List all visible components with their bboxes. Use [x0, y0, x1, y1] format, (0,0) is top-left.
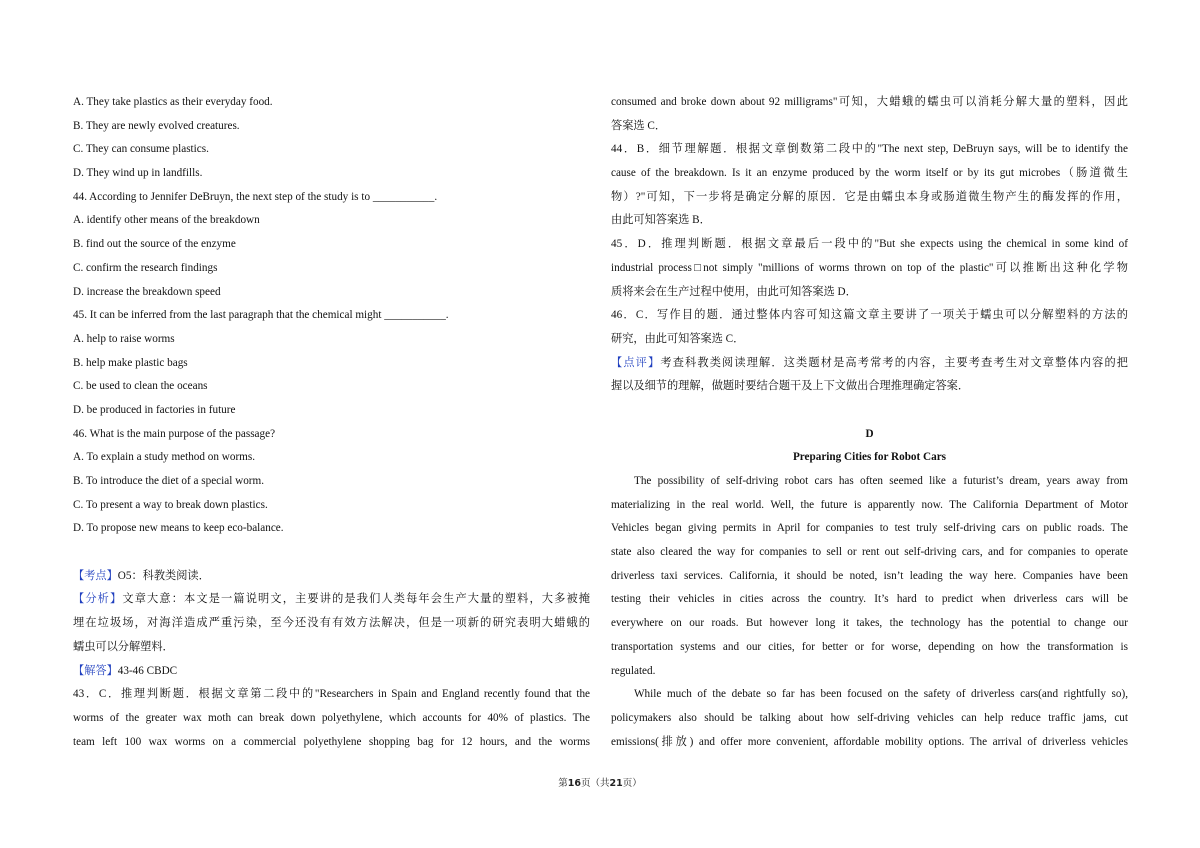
- section-letter: D: [865, 427, 874, 440]
- answer-44-line-1: 44．B．细节理解题．根据文章倒数第二段中的"The next step, DeBruyn says, will be to identify the: [611, 143, 1128, 156]
- q44-stem: 44. According to Jennifer DeBruyn, the next step of the study is to ___________.: [73, 190, 438, 203]
- footer-total-pages: 21: [609, 778, 623, 789]
- dianping-tag: 【点评】: [611, 356, 661, 369]
- answer-45-line-3: 质将来会在生产过程中使用，由此可知答案选 D．: [611, 285, 857, 298]
- q43-option-a: A. They take plastics as their everyday food.: [73, 96, 273, 108]
- dianping-text-1: 考查科教类阅读理解．这类题材是高考常考的内容，主要考查考生对文章整体内容的把: [660, 356, 1128, 369]
- answer-44-line-4: 由此可知答案选 B．: [611, 214, 711, 227]
- q46-option-c: C. To present a way to break down plastics.: [73, 498, 268, 511]
- q45-option-b: B. help make plastic bags: [73, 356, 188, 369]
- para1-line-5: driverless taxi services. California, it should be noted, isn’t leading the way here. Companies have been: [611, 569, 1128, 582]
- answer-43-line-2: worms of the greater wax moth can break down polyethylene, which accounts for 40% of plastics. The: [73, 711, 590, 724]
- spacer: [611, 399, 1128, 423]
- para1-line-3: Vehicles began giving permits in April for companies to test truly self-driving cars on public roads. The: [611, 522, 1128, 535]
- answer-45-line-1: 45．D．推理判断题．根据文章最后一段中的"But she expects using the chemical in some kind of: [611, 238, 1128, 251]
- fenxi-line-2: 埋在垃圾场，对海洋造成严重污染，至今还没有有效方法解决，但是一项新的研究表明大蜡蛾的: [73, 617, 590, 630]
- para2-line-1: While much of the debate so far has been focused on the safety of driverless cars(and rightfully so),: [634, 688, 1128, 701]
- jieda-line: [73, 660, 590, 684]
- answer-46-line-1: 46．C．写作目的题．通过整体内容可知这篇文章主要讲了一项关于蠕虫可以分解塑料的方法的: [611, 309, 1128, 322]
- answer-44-line-2: cause of the breakdown. Is it an enzyme produced by the worm itself or by its gut microbes（肠道微生: [611, 167, 1128, 180]
- answer-45-line-2: industrial process□not simply "millions of worms thrown on top of the plastic"可以推断出这种化学物: [611, 261, 1128, 274]
- para2-line-2: policymakers also should be talking about how self-driving vehicles can help reduce traffic jams, cut: [611, 711, 1128, 724]
- para1-line-9: regulated.: [611, 664, 656, 677]
- q46-option-d: D. To propose new means to keep eco-balance.: [73, 522, 284, 535]
- q45-option-c: C. be used to clean the oceans: [73, 380, 208, 393]
- spacer: [73, 541, 590, 565]
- kaodian-tag: 【考点】: [73, 569, 118, 582]
- left-column: [73, 91, 590, 754]
- para1-line-6: testing their vehicles in cities across the country. It’s hard to predict when driverless cars will be: [611, 593, 1128, 606]
- kaodian-text: O5：科教类阅读．: [117, 569, 210, 582]
- right-column: [611, 91, 1128, 754]
- fenxi-line-1: [73, 588, 590, 612]
- jieda-tag: 【解答】: [73, 664, 118, 677]
- fenxi-text-1: 文章大意：本文是一篇说明文，主要讲的是我们人类每年会生产大量的塑料，大多被掩: [122, 593, 590, 606]
- jieda-text: 43-46 CBDC: [117, 664, 178, 677]
- q43-option-d: D. They wind up in landfills.: [73, 167, 203, 180]
- q45-stem: 45. It can be inferred from the last paragraph that the chemical might ___________.: [73, 309, 449, 322]
- q43-option-b: B. They are newly evolved creatures.: [73, 119, 240, 132]
- q46-option-a: A. To explain a study method on worms.: [73, 451, 256, 464]
- dianping-line-1: [611, 352, 1128, 376]
- q46-stem: 46. What is the main purpose of the passage?: [73, 427, 276, 440]
- page-footer: [0, 775, 1200, 789]
- dianping-line-2: 握以及细节的理解，做题时要结合题干及上下文做出合理推理确定答案．: [611, 380, 970, 393]
- q43-option-c: C. They can consume plastics.: [73, 143, 209, 156]
- para1-line-4: state also cleared the way for companies to sell or rent out self-driving cars, and for companies to operate: [611, 546, 1128, 559]
- q46-option-b: B. To introduce the diet of a special worm.: [73, 475, 265, 487]
- answer-46-line-2: 研究，由此可知答案选 C．: [611, 332, 745, 345]
- para1-line-7: everywhere on our roads. But however long it takes, the technology has the potential to change our: [611, 617, 1128, 630]
- q45-option-d: D. be produced in factories in future: [73, 403, 236, 416]
- footer-prefix: 第: [558, 778, 568, 789]
- answer-43-line-3: team left 100 wax worms on a commercial polyethylene shopping bag for 12 hours, and the worms: [73, 735, 590, 748]
- q44-option-c: C. confirm the research findings: [73, 261, 218, 274]
- fenxi-tag: 【分析】: [73, 593, 123, 606]
- footer-suffix: 页）: [622, 778, 642, 789]
- answer-43-line-1: 43．C．推理判断题．根据文章第二段中的"Researchers in Spain and England recently found that the: [73, 688, 590, 701]
- footer-page-number: 16: [567, 778, 581, 789]
- q44-option-d: D. increase the breakdown speed: [73, 285, 221, 298]
- answer-43-cont-1: consumed and broke down about 92 milligrams"可知，大蜡蛾的蠕虫可以消耗分解大量的塑料，因此: [611, 96, 1128, 108]
- q45-option-a: A. help to raise worms: [73, 332, 175, 345]
- footer-middle: 页（共: [580, 778, 610, 789]
- para1-line-2: materializing in the real world. Well, the future is apparently now. The California Department of Motor: [611, 498, 1128, 511]
- q44-option-a: A. identify other means of the breakdown: [73, 214, 260, 227]
- kaodian-line: [73, 565, 590, 589]
- para2-line-3: emissions(排放) and offer more convenient, affordable mobility options. The arrival of driverless vehicles: [611, 735, 1128, 748]
- passage-title: Preparing Cities for Robot Cars: [792, 451, 947, 464]
- answer-43-cont-2: 答案选 C．: [611, 119, 667, 132]
- para1-line-1: The possibility of self-driving robot cars has often seemed like a futurist’s dream, years away from: [634, 475, 1128, 487]
- q44-option-b: B. find out the source of the enzyme: [73, 238, 236, 251]
- answer-44-line-3: 物）?"可知，下一步将是确定分解的原因．它是由蠕虫本身或肠道微生物产生的酶发挥的作用，: [611, 190, 1128, 203]
- fenxi-line-3: 蠕虫可以分解塑料．: [73, 640, 174, 653]
- para1-line-8: transportation systems and our cities, for better or for worse, depending on how the transformation is: [611, 640, 1128, 653]
